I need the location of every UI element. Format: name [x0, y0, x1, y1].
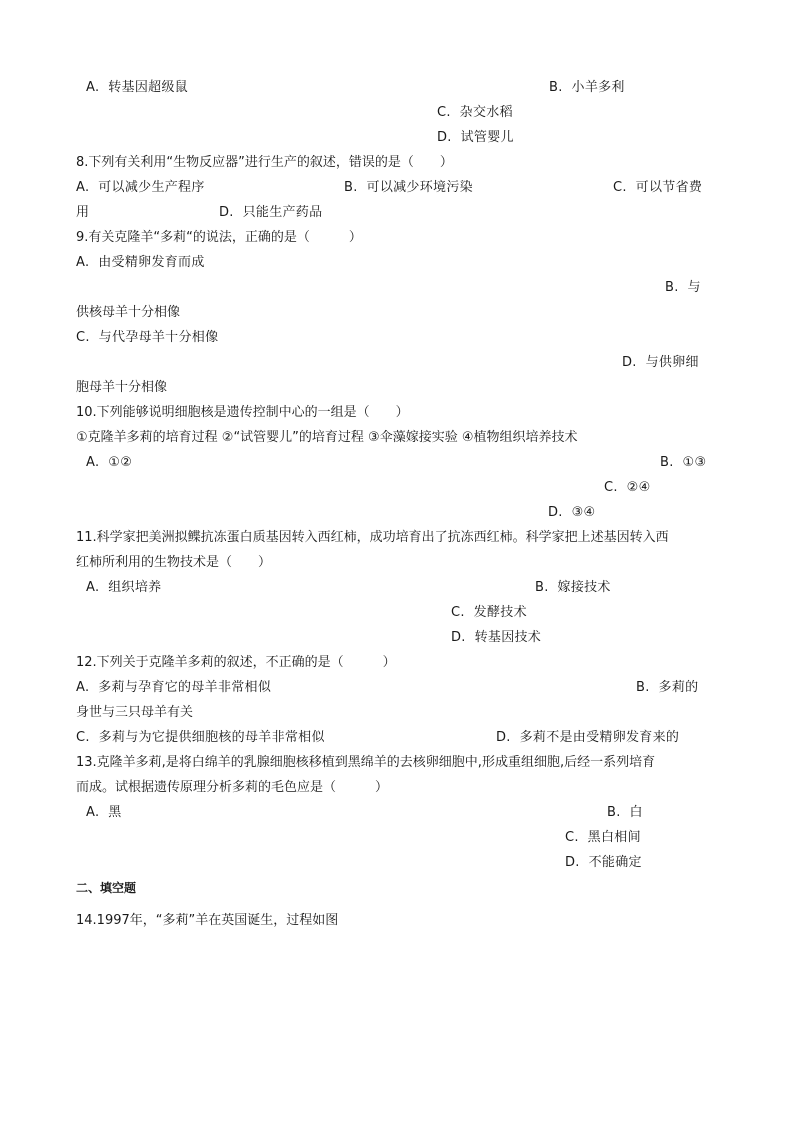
q11-option-c: C. 发酵技术 — [451, 605, 527, 620]
q9-option-d-continued: 胞母羊十分相像 — [76, 380, 168, 395]
q12-option-b: B. 多莉的 — [636, 680, 699, 695]
q13-option-c: C. 黑白相间 — [565, 830, 641, 845]
q13-option-d: D. 不能确定 — [565, 855, 642, 870]
q9-option-a: A. 由受精卵发育而成 — [76, 255, 205, 270]
q13-stem-line2: 而成。试根据遗传原理分析多莉的毛色应是（ ） — [76, 780, 389, 795]
q13-stem-line1: 13.克隆羊多莉,是将白绵羊的乳腺细胞核移植到黑绵羊的去核卵细胞中,形成重组细胞,后经一系列培育 — [76, 755, 656, 770]
q13-option-b: B. 白 — [607, 805, 643, 820]
q11-stem-line2: 红柿所利用的生物技术是（ ） — [76, 555, 272, 570]
q10-option-a: A. ①② — [86, 455, 133, 470]
q8-option-a: A. 可以减少生产程序 — [76, 180, 205, 195]
q8-option-d: D. 只能生产药品 — [219, 205, 323, 220]
q10-option-d: D. ③④ — [548, 505, 596, 520]
q11-option-a: A. 组织培养 — [86, 580, 162, 595]
section-heading-fill-in: 二、填空题 — [76, 881, 137, 895]
q10-items: ①克隆羊多莉的培育过程 ②“试管婴儿”的培育过程 ③伞藻嫁接实验 ④植物组织培养技术 — [76, 430, 578, 445]
q8-option-b: B. 可以减少环境污染 — [344, 180, 473, 195]
q10-option-c: C. ②④ — [604, 480, 651, 495]
q12-option-a: A. 多莉与孕育它的母羊非常相似 — [76, 680, 272, 695]
q8-stem: 8.下列有关利用“生物反应器”进行生产的叙述，错误的是（ ） — [76, 155, 453, 170]
q8-option-c-continued: 用 — [76, 205, 90, 220]
q11-option-b: B. 嫁接技术 — [535, 580, 611, 595]
q10-option-b: B. ①③ — [660, 455, 707, 470]
q9-option-d: D. 与供卵细 — [622, 355, 699, 370]
q11-option-d: D. 转基因技术 — [451, 630, 542, 645]
q14-stem: 14.1997年，“多莉”羊在英国诞生，过程如图 — [76, 913, 339, 928]
q7-option-a: A. 转基因超级鼠 — [86, 80, 189, 95]
q12-option-d: D. 多莉不是由受精卵发育来的 — [496, 730, 680, 745]
q9-option-b-continued: 供核母羊十分相像 — [76, 305, 181, 320]
q13-option-a: A. 黑 — [86, 805, 122, 820]
q7-option-b: B. 小羊多利 — [549, 80, 625, 95]
q8-option-c: C. 可以节省费 — [613, 180, 703, 195]
q7-option-d: D. 试管婴儿 — [437, 130, 514, 145]
q9-option-b: B. 与 — [665, 280, 701, 295]
q9-stem: 9.有关克隆羊“多莉“的说法，正确的是（ ） — [76, 230, 362, 245]
q11-stem-line1: 11.科学家把美洲拟鲽抗冻蛋白质基因转入西红柿，成功培育出了抗冻西红柿。科学家把上述基因转入西 — [76, 530, 669, 545]
q12-option-c: C. 多莉与为它提供细胞核的母羊非常相似 — [76, 730, 325, 745]
q9-option-c: C. 与代孕母羊十分相像 — [76, 330, 219, 345]
q7-option-c: C. 杂交水稻 — [437, 105, 513, 120]
q12-stem: 12.下列关于克隆羊多莉的叙述，不正确的是（ ） — [76, 655, 396, 670]
q10-stem: 10.下列能够说明细胞核是遗传控制中心的一组是（ ） — [76, 405, 409, 420]
q12-option-b-continued: 身世与三只母羊有关 — [76, 705, 194, 720]
